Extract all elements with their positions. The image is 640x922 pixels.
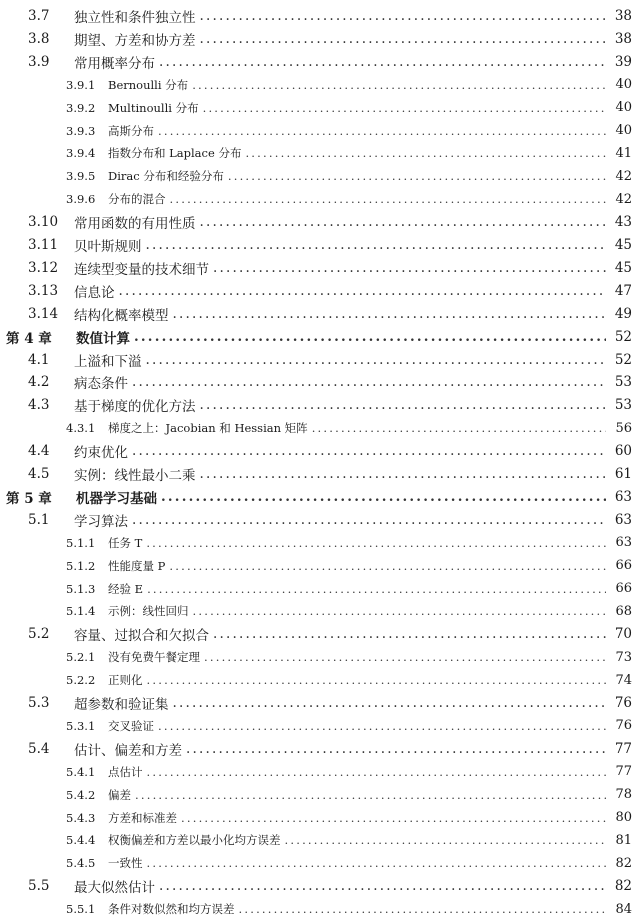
toc-entry-number: 3.9.5: [66, 169, 96, 184]
toc-entry-subsection[interactable]: [0, 579, 640, 599]
toc-entry-title: 容量、过拟合和欠拟合: [74, 628, 209, 645]
toc-dot-leader: [190, 78, 606, 92]
toc-entry-page-number: 38: [614, 8, 632, 24]
toc-entry-page-number: 77: [615, 764, 632, 780]
toc-entry-title: 上溢和下溢: [74, 353, 142, 370]
toc-dot-leader: [198, 214, 607, 230]
toc-entry-section[interactable]: [0, 876, 640, 896]
toc-entry-number: 5.3.1: [66, 718, 96, 733]
toc-dot-leader: [179, 811, 606, 825]
toc-entry-chapter[interactable]: [0, 327, 640, 347]
toc-entry-title: 梯度之上：Jacobian 和 Hessian 矩阵: [108, 421, 308, 436]
toc-entry-section[interactable]: [0, 212, 640, 232]
toc-entry-subsection[interactable]: [0, 716, 640, 736]
toc-entry-page-number: 78: [615, 787, 632, 803]
toc-dot-leader: [198, 397, 607, 413]
toc-entry-title: 约束优化: [74, 445, 128, 462]
toc-entry-page-number: 81: [615, 832, 632, 848]
toc-entry-number: 5.2.2: [66, 673, 96, 688]
toc-dot-leader: [144, 352, 607, 368]
toc-entry-page-number: 61: [614, 466, 632, 482]
toc-entry-title: 方差和标准差: [108, 810, 177, 825]
toc-entry-page-number: 45: [614, 259, 632, 276]
toc-dot-leader: [156, 719, 606, 733]
toc-entry-number: 3.12: [28, 259, 59, 276]
toc-entry-title: 信息论: [74, 284, 115, 301]
toc-entry-page-number: 40: [615, 123, 632, 138]
toc-dot-leader: [167, 559, 606, 573]
toc-entry-number: 5.5: [28, 878, 50, 895]
toc-entry-page-number: 63: [615, 535, 632, 551]
toc-entry-number: 3.9: [28, 53, 50, 70]
toc-entry-page-number: 70: [614, 626, 632, 643]
toc-entry-page-number: 42: [615, 168, 632, 184]
toc-entry-title: 机器学习基础: [76, 490, 157, 507]
toc-entry-title: 偏差: [108, 787, 131, 802]
toc-dot-leader: [145, 673, 607, 687]
toc-entry-page-number: 52: [614, 328, 632, 345]
toc-entry-subsection[interactable]: [0, 418, 640, 438]
toc-entry-section[interactable]: [0, 350, 640, 370]
toc-entry-title: 指数分布和 Laplace 分布: [108, 146, 242, 161]
toc-dot-leader: [117, 283, 607, 299]
toc-entry-number: 5.3: [28, 695, 50, 711]
toc-entry-title: Multinoulli 分布: [108, 100, 199, 115]
toc-entry-section[interactable]: [0, 6, 640, 26]
toc-dot-leader: [226, 169, 606, 183]
toc-entry-page-number: 47: [614, 282, 632, 299]
toc-entry-page-number: 38: [614, 30, 632, 47]
toc-entry-number: 第 5 章: [6, 490, 52, 507]
toc-entry-section[interactable]: [0, 624, 640, 644]
toc-entry-title: 一致性: [108, 856, 143, 871]
toc-entry-page-number: 40: [615, 100, 632, 116]
toc-entry-number: 5.4.5: [66, 856, 96, 871]
toc-entry-number: 3.11: [28, 237, 59, 253]
toc-entry-page-number: 68: [615, 603, 632, 619]
toc-dot-leader: [202, 650, 606, 664]
toc-dot-leader: [211, 260, 606, 276]
toc-entry-title: 连续型变量的技术细节: [74, 261, 209, 278]
toc-entry-title: 估计、偏差和方差: [74, 742, 182, 759]
toc-entry-section[interactable]: [0, 304, 640, 324]
toc-entry-title: 经验 E: [108, 581, 144, 596]
toc-entry-subsection[interactable]: [0, 853, 640, 873]
toc-entry-title: 常用函数的有用性质: [74, 216, 196, 233]
toc-entry-title: 病态条件: [74, 376, 128, 393]
toc-entry-number: 3.14: [28, 305, 59, 322]
toc-entry-number: 3.7: [28, 8, 50, 24]
toc-entry-title: 没有免费午餐定理: [108, 650, 200, 665]
toc-dot-leader: [145, 765, 607, 779]
toc-dot-leader: [133, 788, 606, 802]
toc-entry-number: 3.9.2: [66, 100, 96, 115]
toc-entry-number: 3.9.6: [66, 192, 96, 207]
toc-entry-subsection[interactable]: [0, 98, 640, 118]
toc-entry-subsection[interactable]: [0, 556, 640, 576]
toc-entry-number: 5.4: [28, 740, 50, 757]
toc-dot-leader: [156, 124, 606, 138]
toc-entry-page-number: 66: [615, 558, 632, 574]
toc-entry-section[interactable]: [0, 510, 640, 530]
toc-entry-number: 5.4.1: [66, 764, 96, 779]
toc-entry-title: 交叉验证: [108, 718, 154, 733]
toc-entry-title: 基于梯度的优化方法: [74, 399, 196, 416]
toc-entry-section[interactable]: [0, 281, 640, 301]
toc-entry-subsection[interactable]: [0, 670, 640, 690]
toc-entry-title: 正则化: [108, 673, 143, 688]
toc-entry-chapter[interactable]: [0, 487, 640, 507]
toc-entry-number: 5.1.4: [66, 604, 96, 619]
toc-dot-leader: [211, 626, 606, 642]
toc-entry-number: 第 4 章: [6, 330, 52, 347]
toc-entry-page-number: 41: [615, 145, 632, 161]
toc-entry-number: 3.9.4: [66, 146, 96, 161]
toc-dot-leader: [198, 466, 607, 482]
toc-entry-page-number: 52: [614, 351, 632, 368]
toc-dot-leader: [191, 604, 607, 618]
toc-entry-section[interactable]: [0, 29, 640, 49]
toc-entry-section[interactable]: [0, 464, 640, 484]
toc-entry-subsection[interactable]: [0, 601, 640, 621]
toc-entry-number: 3.10: [28, 214, 59, 231]
toc-entry-section[interactable]: [0, 693, 640, 713]
toc-entry-number: 5.1.2: [66, 558, 96, 573]
toc-entry-number: 4.4: [28, 443, 50, 460]
toc-entry-page-number: 45: [614, 237, 632, 253]
toc-entry-page-number: 77: [614, 740, 632, 757]
toc-entry-subsection[interactable]: [0, 830, 640, 850]
toc-entry-page-number: 63: [614, 488, 632, 505]
toc-dot-leader: [171, 695, 607, 711]
toc-entry-number: 4.1: [28, 351, 50, 368]
toc-entry-number: 5.4.3: [66, 810, 96, 825]
toc-entry-section[interactable]: [0, 395, 640, 415]
toc-entry-subsection[interactable]: [0, 75, 640, 95]
toc-entry-subsection[interactable]: [0, 899, 640, 919]
toc-entry-subsection[interactable]: [0, 762, 640, 782]
toc-entry-page-number: 53: [614, 374, 632, 391]
toc-dot-leader: [168, 192, 607, 206]
toc-entry-title: Dirac 分布和经验分布: [108, 169, 224, 184]
toc-dot-leader: [132, 329, 606, 345]
toc-entry-title: 权衡偏差和方差以最小化均方误差: [108, 833, 281, 848]
toc-entry-subsection[interactable]: [0, 533, 640, 553]
toc-entry-page-number: 66: [615, 581, 632, 596]
toc-entry-page-number: 60: [614, 443, 632, 460]
toc-entry-title: 常用概率分布: [74, 55, 155, 72]
toc-entry-subsection[interactable]: [0, 647, 640, 667]
toc-entry-subsection[interactable]: [0, 785, 640, 805]
toc-dot-leader: [144, 237, 607, 253]
toc-entry-title: 最大似然估计: [74, 880, 155, 897]
toc-entry-page-number: 43: [614, 214, 632, 231]
toc-entry-number: 5.2: [28, 626, 50, 643]
toc-entry-section[interactable]: [0, 441, 640, 461]
toc-entry-page-number: 42: [615, 191, 632, 207]
toc-entry-title: 期望、方差和协方差: [74, 32, 196, 49]
toc-entry-page-number: 82: [615, 855, 632, 871]
toc-entry-title: 任务 T: [108, 535, 143, 550]
toc-entry-page-number: 53: [614, 397, 632, 414]
toc-entry-title: 超参数和验证集: [74, 697, 169, 713]
toc-entry-subsection[interactable]: [0, 808, 640, 828]
toc-entry-number: 4.5: [28, 466, 50, 482]
toc-entry-subsection[interactable]: [0, 166, 640, 186]
toc-dot-leader: [198, 8, 607, 24]
toc-entry-title: 结构化概率模型: [74, 307, 169, 324]
toc-entry-subsection[interactable]: [0, 189, 640, 209]
toc-entry-title: 示例：线性回归: [108, 604, 189, 619]
toc-entry-title: 分布的混合: [108, 192, 166, 207]
toc-dot-leader: [130, 512, 606, 528]
toc-entry-title: 实例：线性最小二乘: [74, 468, 196, 484]
toc-dot-leader: [157, 878, 606, 894]
toc-entry-number: 3.13: [28, 282, 59, 299]
toc-entry-number: 4.3: [28, 397, 50, 414]
toc-entry-title: 学习算法: [74, 513, 128, 530]
toc-entry-number: 5.5.1: [66, 902, 96, 917]
toc-dot-leader: [198, 31, 607, 47]
toc-entry-subsection[interactable]: [0, 121, 640, 141]
toc-entry-title: 条件对数似然和均方误差: [108, 902, 235, 917]
toc-entry-number: 5.1.3: [66, 581, 96, 596]
toc-entry-page-number: 82: [614, 878, 632, 895]
toc-entry-page-number: 63: [614, 511, 632, 528]
toc-entry-page-number: 74: [615, 672, 632, 688]
toc-entry-number: 4.3.1: [66, 421, 96, 436]
toc-dot-leader: [171, 306, 607, 322]
toc-dot-leader: [243, 146, 606, 160]
toc-entry-page-number: 40: [615, 77, 632, 93]
toc-entry-page-number: 84: [615, 901, 632, 917]
toc-entry-page-number: 49: [614, 305, 632, 322]
toc-entry-number: 4.2: [28, 374, 50, 391]
toc-entry-subsection[interactable]: [0, 143, 640, 163]
toc-entry-section[interactable]: [0, 258, 640, 278]
toc-entry-title: 贝叶斯规则: [74, 239, 142, 255]
toc-dot-leader: [145, 856, 607, 870]
toc-entry-number: 3.8: [28, 30, 50, 47]
toc-entry-page-number: 39: [614, 53, 632, 70]
toc-entry-title: 高斯分布: [108, 123, 154, 138]
toc-dot-leader: [283, 833, 607, 847]
toc-entry-title: 数值计算: [76, 330, 130, 347]
toc-entry-number: 5.4.2: [66, 787, 96, 802]
toc-entry-page-number: 76: [614, 695, 632, 711]
toc-dot-leader: [237, 902, 607, 916]
toc-entry-title: Bernoulli 分布: [108, 77, 189, 92]
toc-entry-number: 5.4.4: [66, 833, 96, 848]
toc-dot-leader: [201, 101, 606, 115]
toc-dot-leader: [130, 374, 606, 390]
toc-entry-page-number: 80: [615, 810, 632, 825]
toc-dot-leader: [145, 582, 606, 596]
toc-entry-section[interactable]: [0, 739, 640, 759]
toc-entry-page-number: 76: [615, 718, 632, 734]
toc-entry-title: 点估计: [108, 764, 143, 779]
toc-entry-section[interactable]: [0, 235, 640, 255]
toc-entry-section[interactable]: [0, 52, 640, 72]
toc-entry-number: 3.9.3: [66, 123, 96, 138]
toc-entry-number: 3.9.1: [66, 77, 96, 92]
toc-dot-leader: [310, 421, 606, 435]
toc-entry-page-number: 56: [615, 420, 632, 436]
toc-entry-page-number: 73: [615, 649, 632, 665]
toc-dot-leader: [159, 489, 606, 505]
toc-dot-leader: [184, 741, 606, 757]
toc-dot-leader: [157, 54, 606, 70]
toc-dot-leader: [130, 443, 606, 459]
toc-entry-number: 5.1: [28, 511, 50, 528]
toc-entry-number: 5.2.1: [66, 650, 96, 665]
toc-dot-leader: [144, 536, 606, 550]
toc-entry-section[interactable]: [0, 372, 640, 392]
toc-entry-title: 性能度量 P: [108, 558, 166, 573]
toc-entry-title: 独立性和条件独立性: [74, 10, 196, 26]
toc-entry-number: 5.1.1: [66, 535, 96, 550]
